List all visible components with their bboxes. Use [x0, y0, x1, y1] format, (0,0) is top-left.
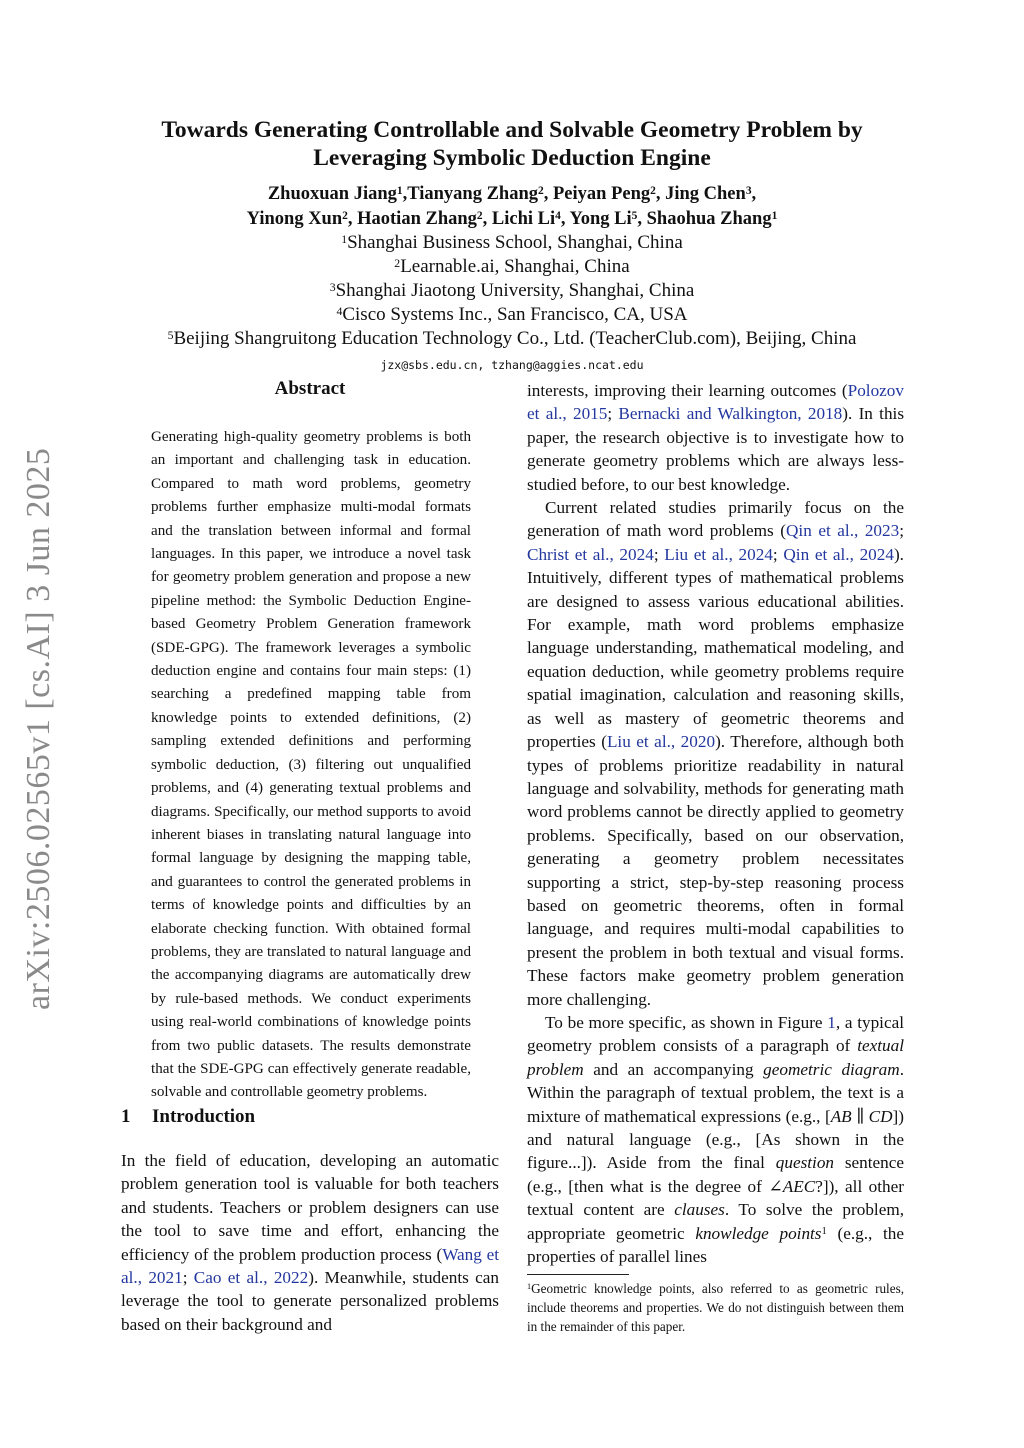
- author-separator: ,: [347, 209, 358, 229]
- author-name: Shaohua Zhang: [646, 209, 772, 229]
- affiliation-5: $^5$Beijing Shangruitong Education Technology Co., Ltd. (TeacherClub.com), Beijing, China: [167, 328, 857, 349]
- author-separator: ,: [637, 209, 647, 229]
- author-name: Yinong Xun: [246, 209, 343, 229]
- footnote-marker[interactable]: 1: [821, 1225, 827, 1237]
- affiliation-2: $^2$Learnable.ai, Shanghai, China: [394, 256, 630, 277]
- author-affiliation-marker: 4: [555, 209, 561, 222]
- author-separator: ,: [482, 209, 492, 229]
- author-separator: ,: [543, 184, 553, 204]
- affiliation-3: $^3$Shanghai Jiaotong University, Shanghai, China: [329, 280, 695, 301]
- author-emails: jzx@sbs.edu.cn, tzhang@aggies.ncat.edu: [380, 358, 644, 372]
- author-name: Jing Chen: [665, 184, 746, 204]
- author-name: Zhuoxuan Jiang: [267, 184, 397, 204]
- author-name: Peiyan Peng: [553, 184, 651, 204]
- author-affiliation-marker: 5: [631, 209, 638, 222]
- author-separator: ,: [560, 209, 570, 229]
- math-expression: AB ∥ CD: [830, 1106, 893, 1126]
- author-affiliation-marker: 3: [745, 184, 752, 197]
- citation-link[interactable]: Qin et al., 2023: [786, 521, 900, 541]
- author-affiliation-marker: 2: [538, 184, 544, 197]
- author-name: Tianyang Zhang: [407, 184, 539, 204]
- intro-paragraph-1: In the field of education, developing an automatic problem generation tool is valuable for both teachers and students. Teachers or problem designers can use the tool to save time and effort, enhancing the efficiency of the problem production process (Wang et al., 2021; Cao et al., 2022). Meanwhile, students can leverage the tool to generate personalized problems based on their background and: [121, 1151, 499, 1334]
- author-name: Haotian Zhang: [357, 209, 477, 229]
- section-heading-introduction: 1 Introduction: [121, 1106, 256, 1127]
- intro-paragraph-1-continued: interests, improving their learning outcomes (Polozov et al., 2015; Bernacki and Walkington, 2018). In this paper, the research objective is to investigate how to generate geometry problems which are always less-studied before, to our best knowledge.: [527, 381, 905, 494]
- author-separator: ,: [751, 184, 757, 204]
- author-line-2: [80, 207, 944, 231]
- footnote: $^1$Geometric knowledge points, also referred to as geometric rules, include theorems and properties. We do not distinguish between them in the remainder of this paper.: [527, 1281, 904, 1334]
- citation-link[interactable]: Liu et al., 2020: [606, 732, 716, 752]
- citation-link[interactable]: Qin et al., 2024: [783, 544, 894, 564]
- intro-paragraph-2: Current related studies primarily focus on the generation of math word problems (Qin et al., 2023; Christ et al., 2024; Liu et al., 2024; Qin et al., 2024). Intuitively, different types of mathematical problems are designed to assess various educational abilities. For example, math word problems emphasize language understanding, mathematical modeling, and equation deduction, while geometry problems require spatial imagination, calculation and reasoning skills, as well as mastery of geometric theorems and properties (Liu et al., 2020). Therefore, although both types of problems prioritize readability in natural language and solvability, methods for generating math word problems cannot be directly applied to geometry problems. Specifically, based on our observation, generating a geometry problem necessitates supporting a strict, step-by-step reasoning process based on geometric theorems, often in formal language, and requires multi-modal capabilities to present the problem in both textual and visual forms. These factors make geometry problem generation more challenging.: [527, 498, 904, 1009]
- author-affiliation-marker: 2: [342, 209, 348, 222]
- author-affiliation-marker: 1: [396, 184, 403, 197]
- paper-title-line-1: Towards Generating Controllable and Solvable Geometry Problem by: [161, 117, 863, 143]
- footnote-divider: [527, 1274, 629, 1275]
- figure-reference-link[interactable]: 1: [827, 1012, 836, 1032]
- paper-title-line-2: Leveraging Symbolic Deduction Engine: [313, 145, 711, 171]
- citation-link[interactable]: Christ et al., 2024: [527, 544, 654, 564]
- affiliation-1: $^1$Shanghai Business School, Shanghai, China: [341, 232, 683, 253]
- affiliation-4: $^4$Cisco Systems Inc., San Francisco, CA, USA: [336, 304, 688, 325]
- math-expression: ∠AEC: [768, 1176, 816, 1196]
- author-separator: ,: [655, 184, 666, 204]
- citation-link[interactable]: Polozov et al., 2015: [527, 381, 904, 424]
- citation-link[interactable]: Wang et al., 2021: [121, 1244, 499, 1288]
- author-affiliation-marker: 2: [476, 209, 483, 222]
- author-affiliation-marker: 1: [771, 209, 778, 222]
- citation-link[interactable]: Bernacki and Walkington, 2018: [618, 404, 843, 424]
- author-separator: ,: [402, 184, 408, 204]
- paper-title: [80, 116, 944, 172]
- author-line-1: [80, 182, 944, 206]
- right-column: [527, 379, 904, 1268]
- arxiv-identifier-stamp: arXiv:2506.02565v1 [cs.AI] 3 Jun 2025: [20, 447, 57, 1010]
- abstract-heading: Abstract: [274, 378, 346, 399]
- citation-link[interactable]: Cao et al., 2022: [193, 1268, 309, 1288]
- author-name: Lichi Li: [491, 209, 556, 229]
- citation-link[interactable]: Liu et al., 2024: [664, 544, 773, 564]
- author-affiliation-marker: 2: [650, 184, 656, 197]
- abstract-body: Generating high-quality geometry problems is both an important and challenging task in education. Compared to math word problems, geometry problems further emphasize multi-modal formats and the translation between informal and formal languages. In this paper, we introduce a novel task for geometry problem generation and propose a new pipeline method: the Symbolic Deduction Engine-based Geometry Problem Generation framework (SDE-GPG). The framework leverages a symbolic deduction engine and contains four main steps: (1) searching a predefined mapping table from knowledge points to extended definitions, (2) sampling extended definitions and performing symbolic deduction, (3) filtering out unqualified problems, and (4) generating textual problems and diagrams. Specifically, our method supports to avoid inherent biases in translating natural language into formal language by designing the mapping table, and guarantees to control the generated problems in terms of knowledge points and difficulties by an elaborate checking function. With obtained formal problems, they are translated to natural language and the accompanying diagrams are automatically drew by rule-based methods. We conduct experiments using real-world combinations of knowledge points from two public datasets. The results demonstrate that the SDE-GPG can effectively generate readable, solvable and controllable geometry problems.: [151, 429, 471, 1101]
- intro-paragraph-3: To be more specific, as shown in Figure 1, a typical geometry problem consists of a paragraph of textual problem and an accompanying geometric diagram. Within the paragraph of textual problem, the text is a mixture of mathematical expressions (e.g., [AB ∥ CD]) and natural language (e.g., [As shown in the figure...]). Aside from the final question sentence (e.g., [then what is the degree of ∠AEC?]), all other textual content are clauses. To solve the problem, appropriate geometric knowledge points$^1$ (e.g., the properties of parallel lines: [527, 1012, 905, 1267]
- author-name: Yong Li: [569, 209, 632, 229]
